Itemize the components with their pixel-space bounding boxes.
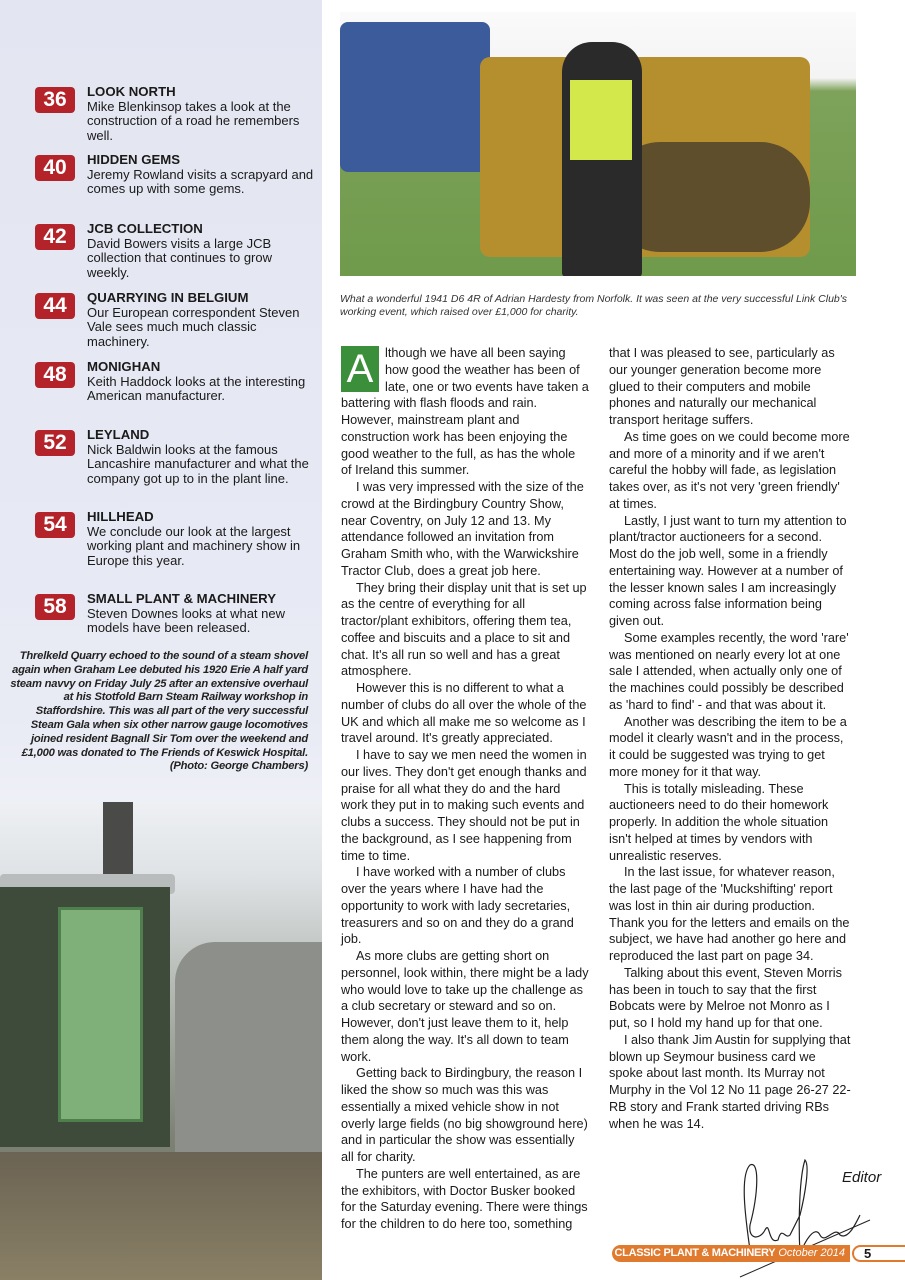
page-number-badge: 48: [35, 362, 75, 388]
contents-item-description: Keith Haddock looks at the interesting American manufacturer.: [87, 373, 306, 404]
article-paragraph: Another was describing the item to be a model it clearly wasn't and in the process, it could be suggested was trying to get more money for it that way.: [609, 714, 847, 779]
article-paragraph: The punters are well entertained, as are the exhibitors, with Doctor Busker booked for the Saturday evening. There were things for the children to do here too, something: [341, 1166, 588, 1231]
steam-photo-caption: Threlkeld Quarry echoed to the sound of a steam shovel again when Graham Lee debuted his 1920 Erie A half yard steam navvy on Friday July 25 after an extensive overhaul at his Stotfold Barn Steam Railway workshop in Staffordshire. This was all part of the very successful Steam Gala when six other narrow gauge locomotives joined resident Bagnall Sir Tom over the weekend and £1,000 was donated to The Friends of Keswick Hospital. (Photo: George Chambers): [10, 650, 308, 773]
page-number-badge: 44: [35, 293, 75, 319]
contents-item-title: HIDDEN GEMS: [87, 152, 181, 167]
article-paragraph: Talking about this event, Steven Morris has been in touch to say that the first Bobcats were by Melroe not Monro as I put, so I hold my hand up for that one.: [609, 965, 842, 1030]
article-paragraph: I have to say we men need the women in our lives. They don't get enough thanks and praise for all what they do and the hard work they put in to making such events and clubs a success. They should not be put in the background, as I see happening from time to time.: [341, 748, 587, 863]
contents-item-description: Mike Blenkinsop takes a look at the construction of a road he remembers well.: [87, 98, 300, 143]
article-paragraph: A lthough we have all been saying how good the weather has been of late, one or two events have taken a battering with flash floods and rain. However, mainstream plant and construction work has been enjoying the good weather to the full, as has the whole of Ireland this summer.: [341, 346, 589, 478]
article-paragraph: They bring their display unit that is set up as the centre of everything for all tractor/plant exhibitors, offering them tea, coffee and biscuits and a place to sit and chat. It's all run so well and has a great atmosphere.: [341, 580, 587, 679]
page-number: 5: [852, 1245, 905, 1262]
contents-item-title: HILLHEAD: [87, 509, 154, 524]
article-paragraph: As time goes on we could become more and more of a minority and if we aren't careful the hobby will fade, as legislation takes over, as it's not very 'green friendly' at times.: [609, 429, 850, 511]
page-number-badge: 40: [35, 155, 75, 181]
contents-item: [35, 153, 315, 197]
contents-item: [35, 428, 315, 486]
contents-item: [35, 510, 315, 568]
article-paragraph: Getting back to Birdingbury, the reason I liked the show so much was this was essentially a mixed vehicle show in not overly large fields (no big showground here) and in particular the show was essentially all for charity.: [341, 1066, 588, 1164]
article-paragraph: However this is no different to what a number of clubs do all over the whole of the UK and which all make me so welcome as I travel around. It's greatly appreciated.: [341, 681, 587, 746]
contents-item-title: MONIGHAN: [87, 359, 161, 374]
article-column-1: [341, 345, 589, 1233]
contents-item-description: Nick Baldwin looks at the famous Lancashire manufacturer and what the company got up to in the plant line.: [87, 441, 309, 486]
article-paragraph: I also thank Jim Austin for supplying that blown up Seymour business card we spoke about last month. Its Murray not Murphy in the Vol 12 No 11 page 26-27 22-RB story and Frank started driving RBs when he was 14.: [609, 1032, 851, 1131]
page-number-badge: 52: [35, 430, 75, 456]
article-paragraph: Lastly, I just want to turn my attention to plant/tractor auctioneers for a second. Most do the job well, some in a friendly entertaining way. However at a number of the lesser known sales I am increasingly coming across false information being given out.: [609, 513, 847, 628]
page-number-badge: 36: [35, 87, 75, 113]
page-number-badge: 42: [35, 224, 75, 250]
contents-item: [35, 85, 315, 143]
article-paragraph: In the last issue, for whatever reason, the last page of the 'Muckshifting' report was lost in thin air during production. Thank you for the letters and emails on the subject, we have had another go here and reproduced the last part on page 34.: [609, 865, 850, 963]
contents-item: [35, 222, 315, 280]
steam-shovel-photo: [0, 802, 322, 1280]
drop-cap: A: [341, 346, 379, 392]
contents-sidebar: [0, 0, 322, 1280]
page-footer: [612, 1245, 905, 1262]
contents-item-title: LEYLAND: [87, 427, 150, 442]
contents-item-title: SMALL PLANT & MACHINERY: [87, 591, 277, 606]
article-paragraph: I was very impressed with the size of the crowd at the Birdingbury Country Show, near Coventry, on July 12 and 13. My attendance followed an invitation from Graham Smith who, with the Warwickshire Tractor Club, does a great job here.: [341, 480, 584, 578]
contents-item-title: QUARRYING IN BELGIUM: [87, 290, 249, 305]
article-paragraph: Some examples recently, the word 'rare' was mentioned on nearly every lot at one sale I attended, when actually only one of the machines could possibly be described as 'hard to find' - and that was about it.: [609, 630, 849, 712]
contents-item-description: Steven Downes looks at what new models have been released.: [87, 605, 285, 636]
contents-item: [35, 291, 315, 349]
page-number-badge: 58: [35, 594, 75, 620]
contents-item-description: Jeremy Rowland visits a scrapyard and comes up with some gems.: [87, 166, 314, 197]
contents-item-title: LOOK NORTH: [87, 84, 176, 99]
article-column-2: [609, 345, 851, 1132]
contents-item-title: JCB COLLECTION: [87, 221, 203, 236]
bulldozer-photo: [340, 12, 856, 276]
magazine-name: CLASSIC PLANT & MACHINERY: [614, 1247, 776, 1259]
contents-item: [35, 360, 315, 404]
contents-item-description: Our European correspondent Steven Vale sees much much classic machinery.: [87, 304, 300, 349]
bulldozer-photo-caption: What a wonderful 1941 D6 4R of Adrian Hardesty from Norfolk. It was seen at the very successful Link Club's working event, which raised over £1,000 for charity.: [340, 293, 848, 318]
contents-item-description: We conclude our look at the largest working plant and machinery show in Europe this year.: [87, 523, 301, 568]
issue-date: October 2014: [778, 1247, 845, 1259]
article-paragraph: that I was pleased to see, particularly as our younger generation become more glued to their computers and mobile phones and naturally our mechanical transport heritage suffers.: [609, 346, 835, 427]
page-number-badge: 54: [35, 512, 75, 538]
editor-signoff: Editor: [842, 1169, 882, 1186]
article-paragraph: As more clubs are getting short on personnel, look within, there might be a lady who would love to take up the challenge as a club secretary or steward and so on. However, don't just leave them to it, help them along the way. It's all down to team work.: [341, 949, 589, 1064]
article-paragraph: This is totally misleading. These auctioneers need to do their homework properly. In addition the whole situation isn't helped at times by vendors with unrealistic reserves.: [609, 781, 829, 863]
article-paragraph: I have worked with a number of clubs over the years where I have had the opportunity to work with lady secretaries, treasurers and so on and they do a grand job.: [341, 865, 574, 947]
contents-item-description: David Bowers visits a large JCB collection that continues to grow weekly.: [87, 235, 272, 280]
contents-item: [35, 592, 315, 636]
